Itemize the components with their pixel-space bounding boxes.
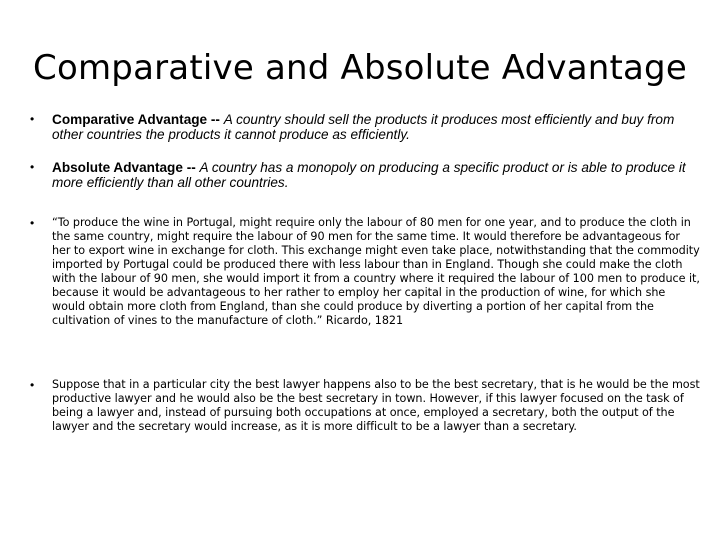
bullet-text [52,160,700,190]
bullet-dot-icon: • [30,112,35,126]
bullet-dot-icon: • [30,160,35,174]
bullet-dot-icon: • [30,216,35,230]
slide-title: Comparative and Absolute Advantage [33,48,687,88]
quote-attribution: Ricardo, 1821 [325,314,404,327]
bullet-text [52,216,700,328]
bullet-term: Comparative Advantage -- [52,112,220,127]
bullet-text: Suppose that in a particular city the best lawyer happens also to be the best secretary, that is he would be the most productive lawyer and he would also be the best secretary in town. However, if this lawyer focused on the task of being a lawyer and, instead of pursuing both occupations at once, employed a secretary, both the output of the lawyer and the secretary would increase, as it is more difficult to be a lawyer than a secretary. [52,378,700,433]
bullet-term: Absolute Advantage -- [52,160,196,175]
bullet-definition: A country should sell the products it produces most efficiently and buy from other countries the products it cannot produce as efficiently. [52,112,675,142]
bullet-definition: A country has a monopoly on producing a specific product or is able to produce it more efficiently than all other countries. [52,160,686,190]
quote-text: “To produce the wine in Portugal, might require only the labour of 80 men for one year, and to produce the cloth in the same country, might require the labour of 90 men for the same time. It would therefore be advantageous for her to export wine in exchange for cloth. This exchange might even take place, notwithstanding that the commodity imported by Portugal could be produced there with less labour than in England. Though she could make the cloth with the labour of 90 men, she would import it from a country where it required the labour of 100 men to produce it, because it would be advantageous to her rather to employ her capital in the production of wine, for which she would obtain more cloth from England, than she could produce by diverting a portion of her capital from the cultivation of vines to the manufacture of cloth.” [52,216,700,327]
bullet-dot-icon: • [30,378,35,392]
bullet-text [52,112,700,142]
